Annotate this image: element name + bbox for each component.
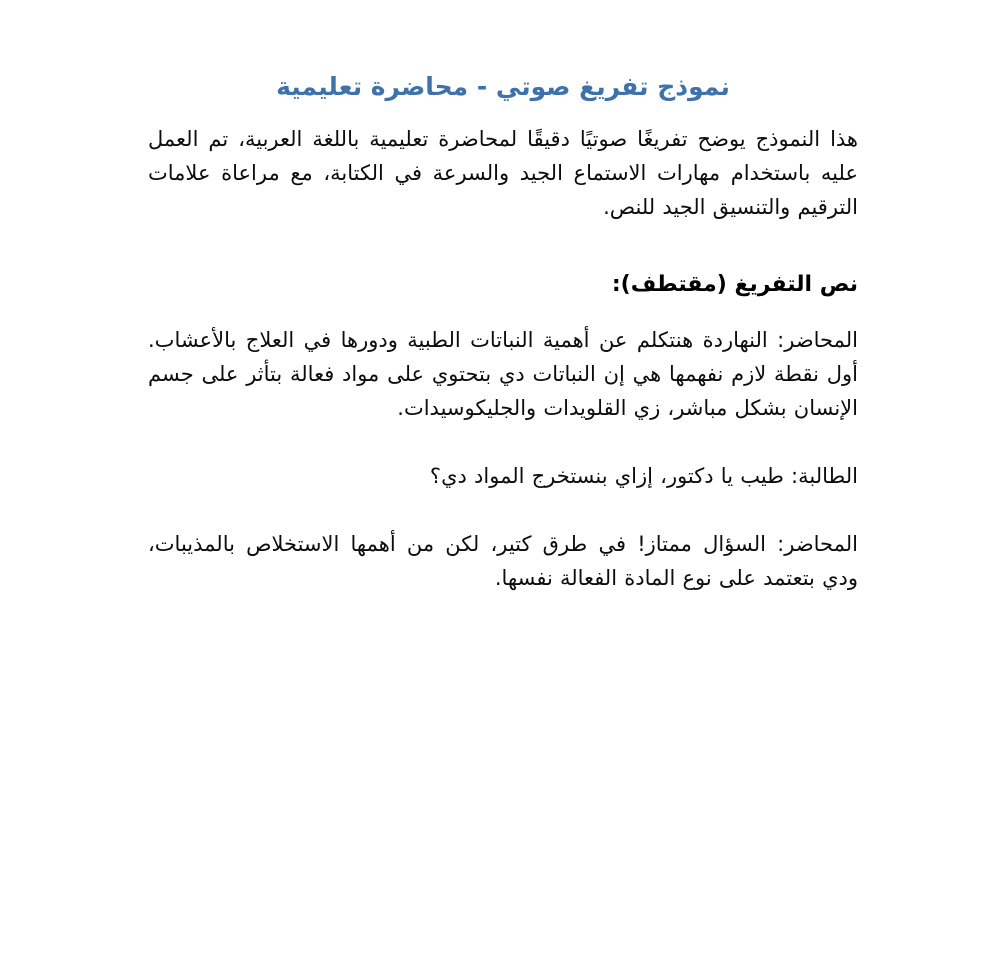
transcript-line-lecturer-1 (148, 323, 858, 425)
section-heading (148, 268, 858, 301)
transcript-line-trailing-punctuation: . (397, 395, 404, 420)
transcript-line-text: المحاضر: النهاردة هنتكلم عن أهمية النباتات الطبية ودورها في العلاج بالأعشاب. أول نقطة لازم نفهمها هي إن النباتات دي بتحتوي على مواد فعالة بتأثر على جسم الإنسان بشكل مباشر، زي القلويدات والجليكوسيدات (148, 327, 858, 420)
section-heading-trailing-punctuation: : (611, 271, 621, 297)
transcript-line-student-1 (148, 459, 858, 493)
transcript-line-text: المحاضر: السؤال ممتاز! في طرق كتير، لكن من أهمها الاستخلاص بالمذيبات، ودي بتعتمد على نوع المادة الفعالة نفسها (148, 531, 858, 590)
transcript-line-text: الطالبة: طيب يا دكتور، إزاي بنستخرج المواد دي؟ (429, 463, 858, 488)
section-heading-text: نص التفريغ (مقتطف) (620, 271, 858, 297)
intro-paragraph-text: هذا النموذج يوضح تفريغًا صوتيًا دقيقًا لمحاضرة تعليمية باللغة العربية، تم العمل عليه باستخدام مهارات الاستماع الجيد والسرعة في الكتابة، مع مراعاة علامات الترقيم والتنسيق الجيد للنص (148, 126, 858, 219)
transcript-line-lecturer-2 (148, 527, 858, 595)
document-content (148, 70, 858, 595)
page-title: نموذج تفريغ صوتي - محاضرة تعليمية (276, 72, 730, 101)
intro-paragraph-trailing-punctuation: . (603, 194, 610, 219)
intro-paragraph (148, 122, 858, 224)
transcript-line-trailing-punctuation: . (494, 565, 502, 590)
